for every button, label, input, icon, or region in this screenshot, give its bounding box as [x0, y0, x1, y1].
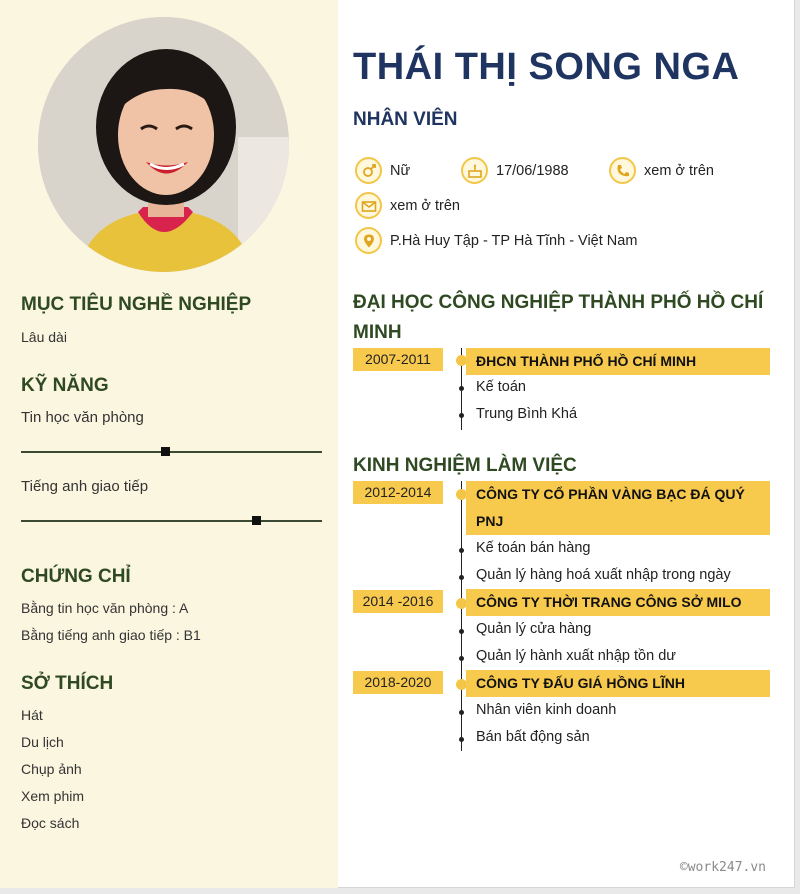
company-name-line: CÔNG TY CỔ PHẦN VÀNG BẠC ĐÁ QUÝ — [476, 486, 745, 502]
email-text: xem ở trên — [390, 197, 460, 214]
cert-item: Bằng tin học văn phòng : A — [21, 600, 189, 616]
bullet — [459, 737, 464, 742]
gender-text: Nữ — [390, 162, 411, 179]
education-year: 2007-2011 — [353, 348, 443, 371]
hobby-item: Du lịch — [21, 734, 64, 750]
bullet — [459, 629, 464, 634]
gender-info — [355, 157, 410, 184]
job-year: 2014 -2016 — [353, 590, 443, 613]
job-detail: Quản lý cửa hàng — [476, 621, 592, 637]
job-detail: Quản lý hàng hoá xuất nhập trong ngày — [476, 567, 731, 583]
education-title-line: ĐẠI HỌC CÔNG NGHIỆP THÀNH PHỐ HỒ CHÍ — [353, 292, 764, 313]
sidebar — [0, 0, 338, 888]
watermark: ©work247.vn — [679, 860, 766, 875]
hobby-item: Chụp ảnh — [21, 761, 82, 777]
company-name — [466, 481, 770, 535]
skill-bar — [21, 451, 322, 453]
email-icon — [355, 192, 382, 219]
phone-text: xem ở trên — [644, 162, 714, 179]
skill-level-marker — [161, 447, 170, 456]
job-year: 2012-2014 — [353, 481, 443, 504]
company-name-line: PNJ — [476, 513, 504, 529]
objective-text: Lâu dài — [21, 329, 67, 345]
candidate-role: NHÂN VIÊN — [353, 109, 458, 130]
phone-icon — [609, 157, 636, 184]
gender-icon — [355, 157, 382, 184]
experience-title: KINH NGHIỆM LÀM VIỆC — [353, 455, 577, 476]
company-name: CÔNG TY ĐẤU GIÁ HỒNG LĨNH — [466, 670, 770, 697]
skill-level-marker — [252, 516, 261, 525]
bullet — [459, 548, 464, 553]
objective-title: MỤC TIÊU NGHỀ NGHIỆP — [21, 294, 252, 315]
job-detail: Quản lý hành xuất nhập tồn dư — [476, 648, 676, 664]
hobbies-title: SỞ THÍCH — [21, 673, 114, 694]
education-detail: Kế toán — [476, 379, 526, 395]
skill-name: Tiếng anh giao tiếp — [21, 478, 149, 495]
hobby-item: Hát — [21, 707, 43, 723]
cert-item: Bằng tiếng anh giao tiếp : B1 — [21, 627, 201, 643]
location-icon — [355, 227, 382, 254]
bullet — [459, 386, 464, 391]
candidate-name: THÁI THỊ SONG NGA — [353, 46, 740, 88]
skill-name: Tin học văn phòng — [21, 409, 144, 426]
skill-bar — [21, 520, 322, 522]
address-info — [355, 227, 637, 254]
education-title-line: MINH — [353, 322, 402, 343]
skills-title: KỸ NĂNG — [21, 375, 109, 396]
email-info — [355, 192, 460, 219]
job-detail: Kế toán bán hàng — [476, 540, 591, 556]
hobby-item: Đọc sách — [21, 815, 80, 831]
bullet — [459, 656, 464, 661]
bullet — [459, 413, 464, 418]
job-detail: Nhân viên kinh doanh — [476, 702, 617, 718]
school-name: ĐHCN THÀNH PHỐ HỒ CHÍ MINH — [466, 348, 770, 375]
birthdate-text: 17/06/1988 — [496, 162, 569, 179]
education-title — [353, 288, 763, 348]
hobby-item: Xem phim — [21, 788, 85, 804]
avatar — [38, 17, 289, 272]
birthdate-info — [461, 157, 569, 184]
certs-title: CHỨNG CHỈ — [21, 566, 131, 587]
phone-info — [609, 157, 714, 184]
address-text: P.Hà Huy Tập - TP Hà Tĩnh - Việt Nam — [390, 232, 638, 249]
birthday-cake-icon — [461, 157, 488, 184]
company-name: CÔNG TY THỜI TRANG CÔNG SỞ MILO — [466, 589, 770, 616]
job-detail: Bán bất động sản — [476, 729, 590, 745]
education-detail: Trung Bình Khá — [476, 406, 578, 422]
bullet — [459, 575, 464, 580]
bullet — [459, 710, 464, 715]
job-year: 2018-2020 — [353, 671, 443, 694]
